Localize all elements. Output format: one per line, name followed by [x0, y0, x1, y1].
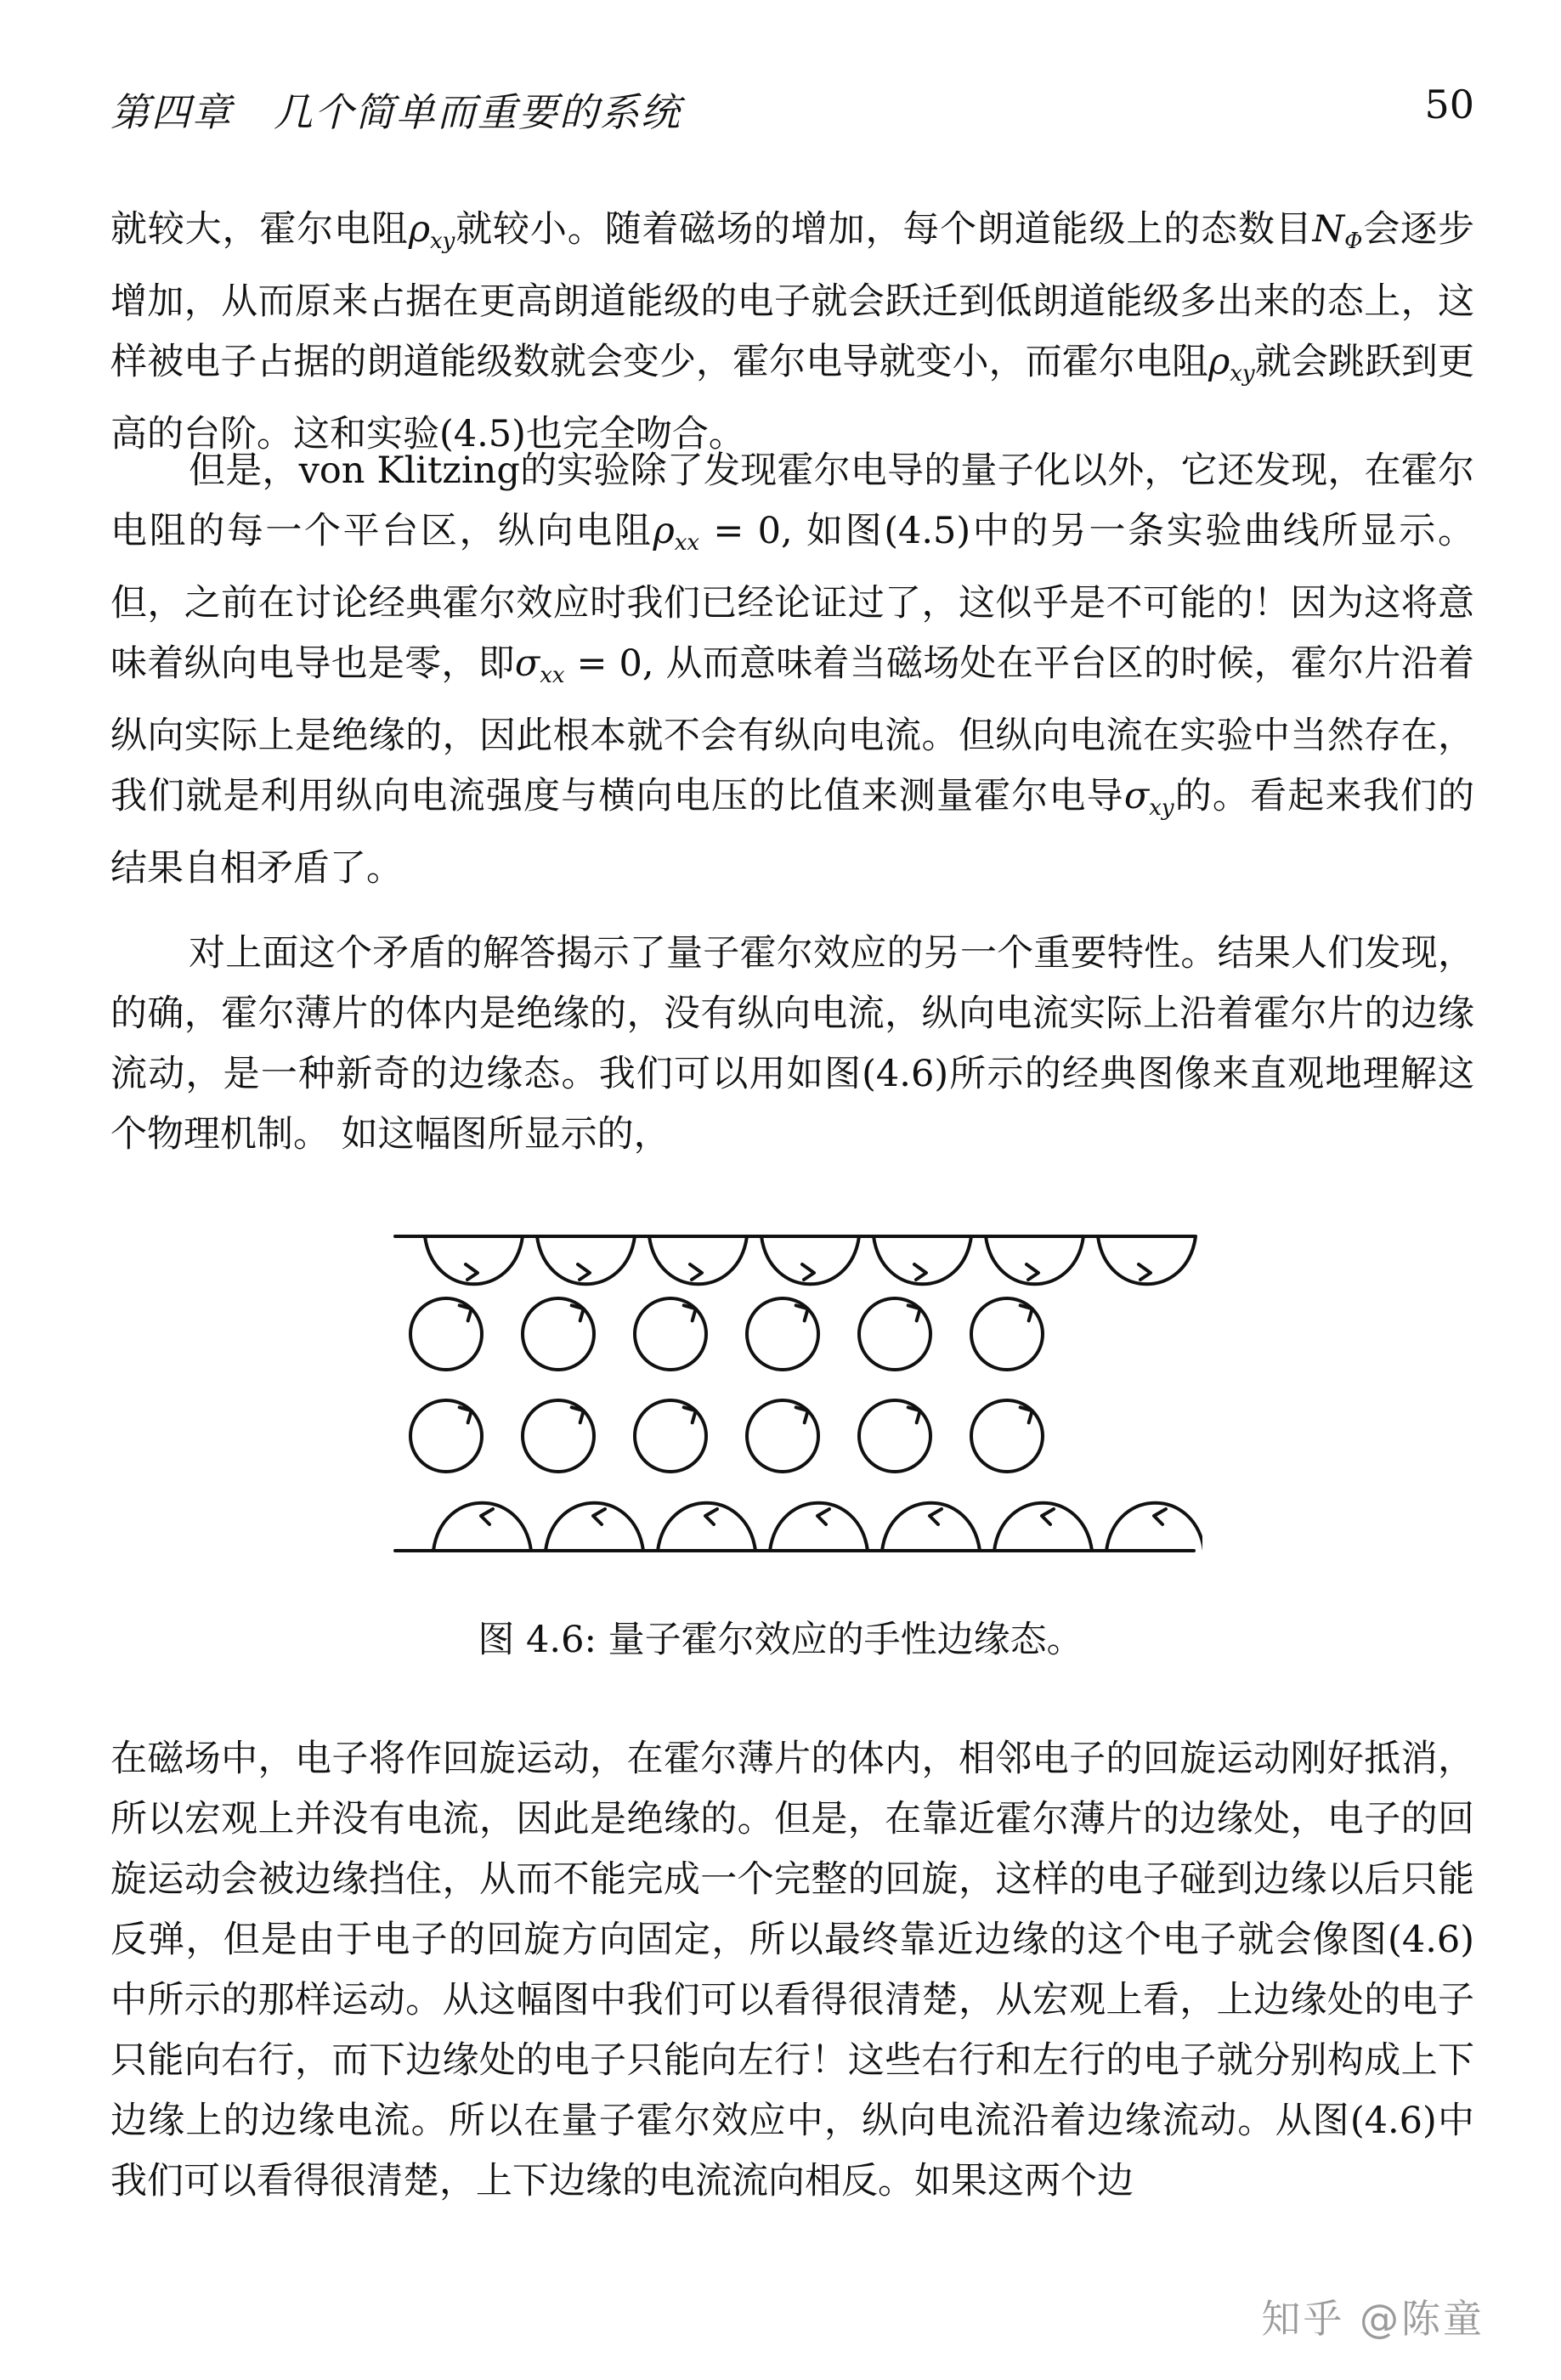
text-run: 就较大，霍尔电阻 — [110, 208, 409, 251]
chapter-title: 第四章 几个简单而重要的系统 — [110, 89, 682, 135]
text-run: 就会跳跃到更高的台阶。这和实验(4.5)也完全吻合。 — [110, 341, 1475, 455]
math-equation: = 0, — [699, 510, 793, 552]
orbit-arrow-icon — [572, 1305, 584, 1320]
top-orbit-arrow-icon — [914, 1264, 926, 1280]
top-orbit-arrow-icon — [802, 1264, 814, 1280]
bottom-orbit-arrow-icon — [817, 1509, 829, 1524]
bottom-skipping-orbit — [433, 1503, 531, 1551]
orbit-arrow-icon — [796, 1305, 808, 1320]
math-equation: = 0, — [564, 642, 654, 685]
bottom-skipping-orbit — [658, 1503, 755, 1551]
top-orbit-arrow-icon — [1027, 1264, 1038, 1280]
figure-caption: 图 4.6: 量子霍尔效应的手性边缘态。 — [478, 1619, 1083, 1661]
top-orbit-arrow-icon — [690, 1264, 702, 1280]
text-run: 的。看起来我们的结果自相矛盾了。 — [110, 775, 1475, 890]
math-subscript: xx — [540, 663, 565, 688]
text-run: 从而意味着当磁场处在平台区的时候，霍尔片沿着纵向实际上是绝缘的，因此根本就不会有纵向电流。但纵向电流在实验中当然存在，我们就是利用纵向电流强度与横向电压的比值来测量霍尔电导 — [110, 642, 1474, 817]
math-sigma: σ — [1123, 775, 1150, 817]
bottom-skipping-orbit — [546, 1503, 643, 1551]
watermark: 知乎 @陈童 — [1261, 2296, 1485, 2342]
math-subscript: xy — [1149, 795, 1174, 821]
bottom-skipping-orbit — [770, 1503, 868, 1551]
page-number: 50 — [1424, 82, 1474, 127]
bottom-orbit-arrow-icon — [1154, 1509, 1166, 1524]
paragraph-2 — [110, 441, 1474, 899]
math-rho: ρ — [408, 208, 431, 251]
bottom-orbit-arrow-icon — [593, 1509, 605, 1524]
bottom-skipping-orbit — [882, 1503, 980, 1551]
math-sigma: σ — [514, 642, 540, 685]
bottom-skipping-orbit — [994, 1503, 1092, 1551]
bottom-skipping-orbit — [1106, 1503, 1202, 1551]
orbit-arrow-icon — [908, 1305, 920, 1320]
orbit-arrow-icon — [908, 1407, 920, 1422]
paragraph-1 — [110, 200, 1474, 465]
math-rho: ρ — [653, 510, 675, 552]
paragraph-3: 对上面这个矛盾的解答揭示了量子霍尔效应的另一个重要特性。结果人们发现，的确，霍尔薄片的体内是绝缘的，没有纵向电流，纵向电流实际上沿着霍尔片的边缘流动，是一种新奇的边缘态。我们可以用如图(4.6)所示的经典图像来直观地理解这个物理机制。 如这幅图所显示的， — [110, 932, 1474, 1156]
text-run: 就较小。随着磁场的增加，每个朗道能级上的态数目 — [455, 208, 1313, 251]
orbit-arrow-icon — [796, 1407, 808, 1422]
top-orbit-arrow-icon — [578, 1264, 590, 1280]
math-subscript: xy — [1230, 361, 1255, 387]
orbit-arrow-icon — [572, 1407, 584, 1422]
paragraph-4: 在磁场中，电子将作回旋运动，在霍尔薄片的体内，相邻电子的回旋运动刚好抵消，所以宏观上并没有电流，因此是绝缘的。但是，在靠近霍尔薄片的边缘处，电子的回旋运动会被边缘挡住，从而不能完成一个完整的回旋，这样的电子碰到边缘以后只能反弹，但是由于电子的回旋方向固定，所以最终靠近边缘的这个电子就会像图(4.6)中所示的那样运动。从这幅图中我们可以看得很清楚，从宏观上看，上边缘处的电子只能向右行，而下边缘处的电子只能向左行！这些右行和左行的电子就分别构成上下边缘上的边缘电流。所以在量子霍尔效应中，纵向电流沿着边缘流动。从图(4.6)中我们可以看得很清楚，上下边缘的电流流向相反。如果这两个边 — [110, 1738, 1474, 2202]
orbit-arrow-icon — [1021, 1407, 1032, 1422]
text-run: 会逐步增加，从而原来占据在更高朗道能级的电子就会跃迁到低朗道能级多出来的态上，这样被电子占据的朗道能级数就会变少，霍尔电导就变小，而霍尔电阻 — [110, 208, 1475, 383]
bottom-orbit-arrow-icon — [930, 1509, 942, 1524]
math-N: N — [1312, 208, 1345, 251]
orbit-arrow-icon — [460, 1305, 472, 1320]
text-run: 如图(4.5)中的另一条实验曲线所显示。但，之前在讨论经典霍尔效应时我们已经论证过了，这似乎是不可能的！因为这将意味着纵向电导也是零，即 — [110, 510, 1474, 685]
math-subscript: xx — [674, 530, 700, 556]
orbit-arrow-icon — [684, 1407, 696, 1422]
top-orbit-arrow-icon — [1139, 1264, 1151, 1280]
bottom-orbit-arrow-icon — [481, 1509, 493, 1524]
orbit-arrow-icon — [460, 1407, 472, 1422]
math-subscript: xy — [430, 229, 455, 254]
top-orbit-arrow-icon — [466, 1264, 478, 1280]
edge-state-figure — [387, 1224, 1202, 1563]
math-subscript: Φ — [1344, 229, 1363, 254]
text-run: 但是，von Klitzing的实验除了发现霍尔电导的量子化以外，它还发现，在霍尔电阻的每一个平台区，纵向电阻 — [110, 449, 1474, 552]
page-header — [110, 82, 1474, 133]
orbit-arrow-icon — [1021, 1305, 1032, 1320]
bottom-orbit-arrow-icon — [1042, 1509, 1054, 1524]
bottom-orbit-arrow-icon — [705, 1509, 717, 1524]
orbit-arrow-icon — [684, 1305, 696, 1320]
math-rho: ρ — [1208, 341, 1230, 383]
